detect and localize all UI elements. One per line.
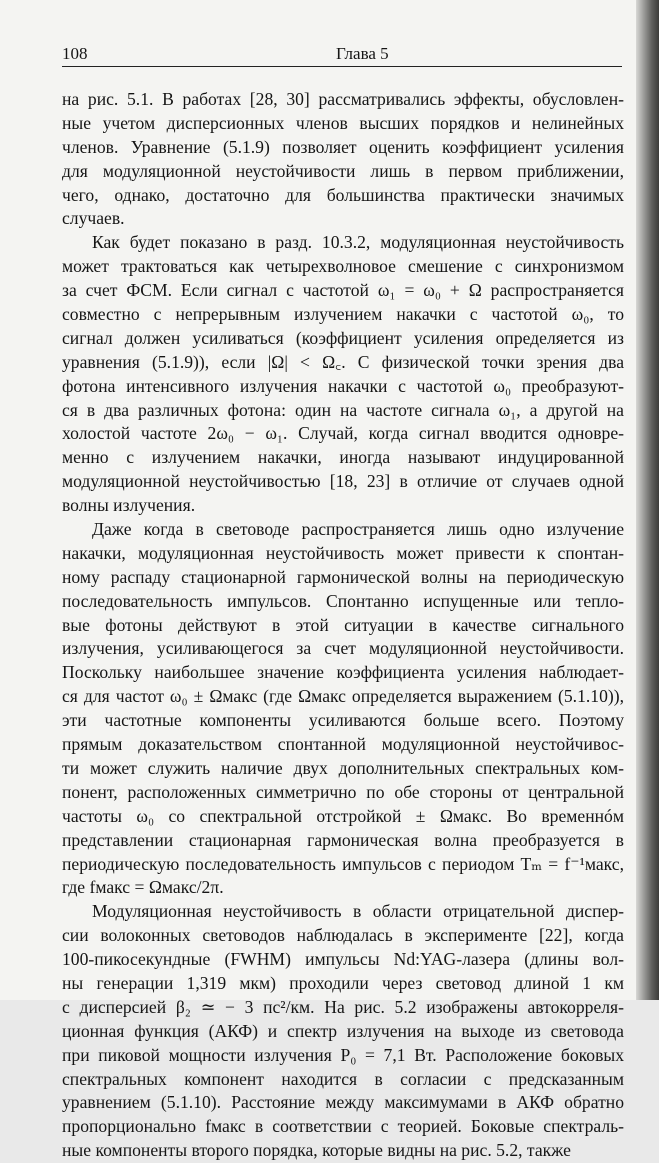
text-line: накачки, модуляционная неустойчивость может привести к спонтан-	[62, 542, 624, 563]
text-line: ному распаду стационарной гармонической волны на периодическую	[62, 566, 624, 587]
page-number: 108	[62, 44, 88, 63]
text-line: может трактоваться как четырехволновое смешение с синхронизмом	[62, 256, 624, 277]
header-rule	[62, 66, 622, 67]
text-line: Модуляционная неустойчивость в области отрицательной диспер-	[92, 901, 624, 922]
text-line: представлении стационарная гармоническая волна преобразуется в	[62, 829, 624, 850]
text-line: ные учетом дисперсионных членов высших порядков и нелинейных	[62, 112, 624, 133]
text-line: уравнением (5.1.10). Расстояние между максимумами в АКФ обратно	[62, 1092, 624, 1113]
text-line: спектральных компонент находится в согласии с предсказанным	[62, 1068, 624, 1089]
text-line: случаев.	[62, 208, 125, 229]
text-line: для модуляционной неустойчивости лишь в первом приближении,	[62, 160, 624, 181]
text-line: ционная функция (АКФ) и спектр излучения на выходе из световода	[62, 1020, 624, 1041]
text-line: Поскольку наибольшее значение коэффициента усиления наблюдает-	[62, 662, 624, 683]
text-line: вые фотоны действуют в этой ситуации в качестве сигнального	[62, 614, 624, 635]
text-line: ные компоненты второго порядка, которые видны на рис. 5.2, также	[62, 1140, 571, 1161]
body-text	[62, 88, 624, 1163]
text-line: на рис. 5.1. В работах [28, 30] рассматривались эффекты, обусловлен-	[62, 89, 624, 109]
paragraph	[62, 88, 624, 231]
running-header	[62, 44, 622, 66]
chapter-title: Глава 5	[336, 44, 389, 63]
text-line: членов. Уравнение (5.1.9) позволяет оценить коэффициент усиления	[62, 136, 624, 157]
text-line: холостой частоте 2ω₀ − ω₁. Случай, когда сигнал вводится одновре-	[62, 423, 624, 444]
page-edge-shadow	[636, 0, 659, 1000]
text-line: ти может служить наличие двух дополнительных спектральных ком-	[62, 757, 624, 778]
paragraph	[62, 231, 624, 518]
text-line: пропорционально fмакс в соответствии с теорией. Боковые спектраль-	[62, 1116, 624, 1137]
text-line: сигнал должен усиливаться (коэффициент усиления определяется из	[62, 327, 624, 348]
text-line: понент, расположенных симметрично по обе стороны от центральной	[62, 781, 624, 802]
text-line: где fмакс = Ωмакс/2π.	[62, 877, 224, 898]
text-line: с дисперсией β₂ ≃ − 3 пс²/км. На рис. 5.2 изображены автокорреля-	[62, 996, 624, 1017]
text-line: совместно с непрерывным излучением накачки с частотой ω₀, то	[62, 304, 624, 325]
paragraph	[62, 518, 624, 900]
text-line: ся в два различных фотона: один на частоте сигнала ω₁, а другой на	[62, 399, 624, 420]
text-line: ся для частот ω₀ ± Ωмакс (где Ωмакс определяется выражением (5.1.10)),	[62, 686, 624, 707]
paragraph	[62, 900, 624, 1163]
text-line: частоты ω₀ со спектральной отстройкой ± Ωмакс. Во временнóм	[62, 805, 624, 826]
text-line: за счет ФСМ. Если сигнал с частотой ω₁ = ω₀ + Ω распространяется	[62, 280, 624, 301]
text-line: излучения, усиливающегося за счет модуляционной неустойчивости.	[62, 638, 624, 659]
text-line: Даже когда в световоде распространяется лишь одно излучение	[92, 519, 624, 540]
text-line: уравнения (5.1.9)), если |Ω| < Ω꜀. С физической точки зрения два	[62, 351, 624, 372]
text-line: менно с излучением накачки, иногда называют индуцированной	[62, 447, 624, 468]
text-line: модуляционной неустойчивостью [18, 23] в отличие от случаев одной	[62, 471, 624, 492]
text-line: прямым доказательством спонтанной модуляционной неустойчивос-	[62, 734, 624, 755]
text-line: 100-пикосекундные (FWHM) импульсы Nd:YAG-лазера (длины вол-	[62, 949, 624, 970]
text-line: волны излучения.	[62, 495, 196, 516]
text-line: при пиковой мощности излучения P₀ = 7,1 Вт. Расположение боковых	[62, 1044, 624, 1065]
text-line: чего, однако, достаточно для большинства практически значимых	[62, 184, 624, 205]
text-line: Как будет показано в разд. 10.3.2, модуляционная неустойчивость	[92, 232, 624, 253]
text-line: сии волоконных световодов наблюдалась в эксперименте [22], когда	[62, 925, 624, 946]
text-line: эти частотные компоненты усиливаются больше всего. Поэтому	[62, 710, 624, 731]
text-line: ны генерации 1,319 мкм) проходили через световод длиной 1 км	[62, 972, 624, 993]
text-line: последовательность импульсов. Спонтанно испущенные или тепло-	[62, 590, 624, 611]
text-line: периодическую последовательность импульсов с периодом Tₘ = f⁻¹макс,	[62, 853, 624, 874]
text-line: фотона интенсивного излучения накачки с частотой ω₀ преобразуют-	[62, 375, 624, 396]
